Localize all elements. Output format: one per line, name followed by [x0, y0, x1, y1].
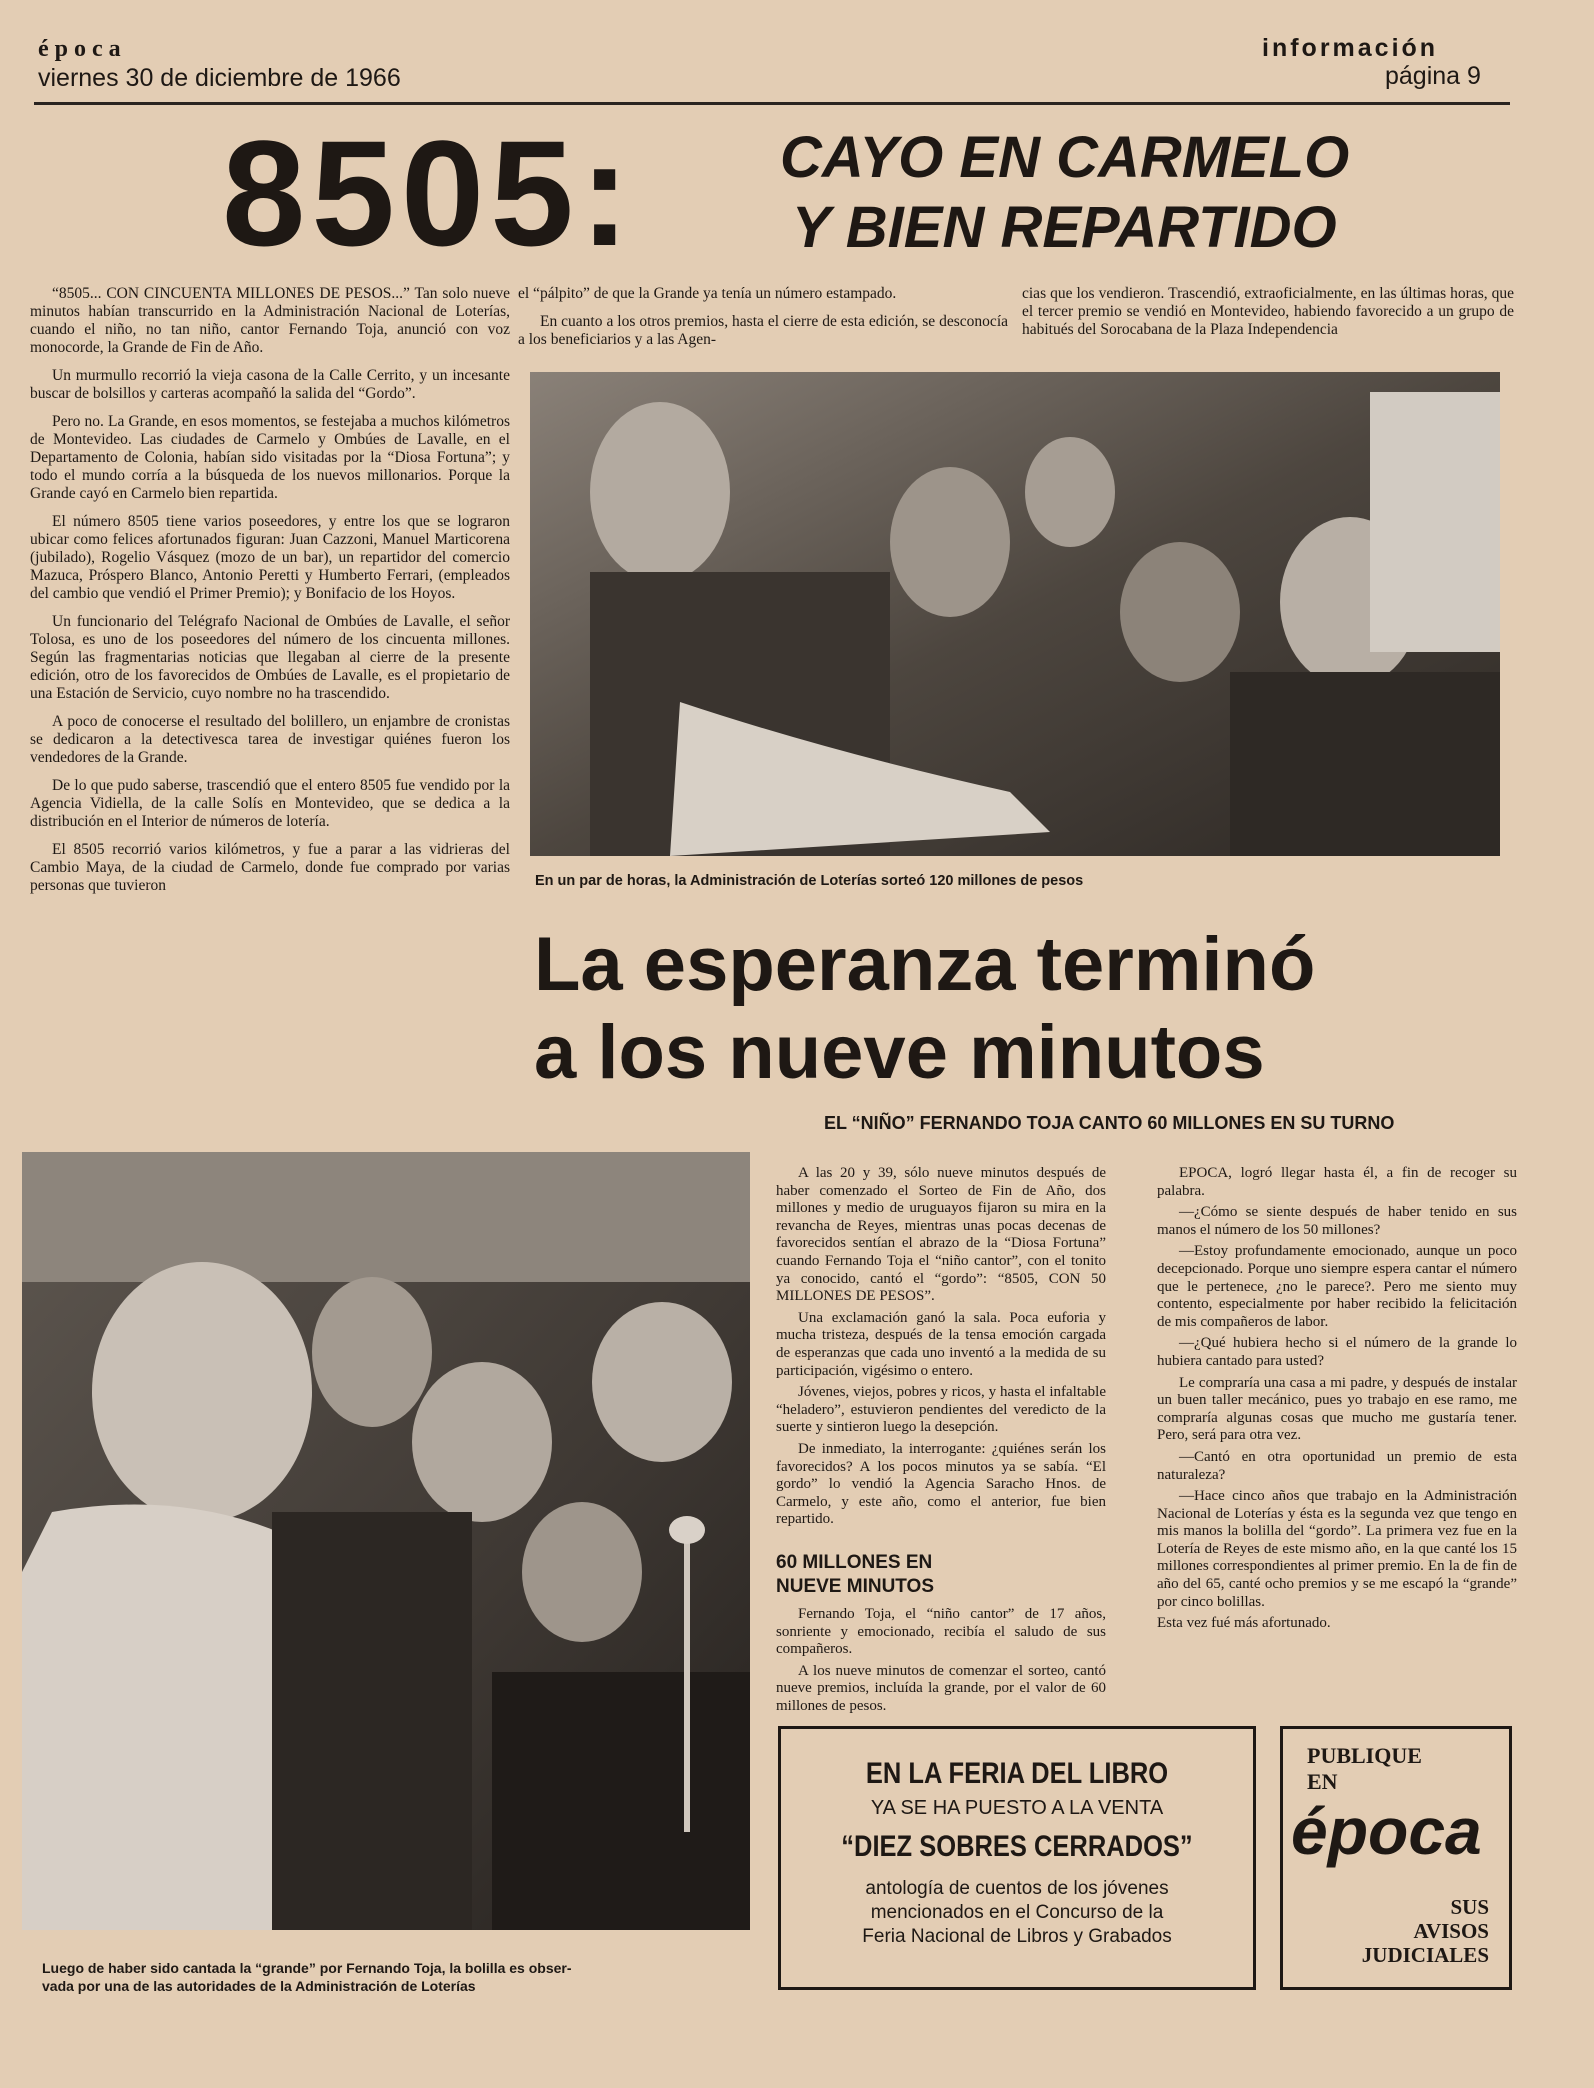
- photo1-caption: En un par de horas, la Administración de Loterías sorteó 120 millones de pesos: [535, 873, 1084, 889]
- article1-column1: [30, 285, 510, 905]
- headline-number: 8505:: [222, 109, 636, 277]
- headline2-line1: La esperanza terminó: [534, 922, 1316, 1007]
- paragraph: Fernando Toja, el “niño cantor” de 17 años, sonriente y emocionado, recibía el saludo de sus compañeros.: [776, 1606, 1106, 1658]
- paragraph: El 8505 recorrió varios kilómetros, y fue a parar a las vidrieras del Cambio Maya, de la ciudad de Carmelo, donde fue comprado por varias personas que tuvieron: [30, 841, 510, 894]
- ad-book-line4: mencionados en el Concurso de la: [870, 1902, 1164, 1923]
- headline2-line2: a los nueve minutos: [534, 1010, 1265, 1095]
- article2-subhead-line2: NUEVE MINUTOS: [776, 1576, 935, 1597]
- ad-book-line5: Feria Nacional de Libros y Grabados: [862, 1926, 1172, 1947]
- paragraph: Esta vez fué más afortunado.: [1157, 1615, 1331, 1632]
- article2-column1: [776, 1165, 1106, 1533]
- ad-book-title: “DIEZ SOBRES CERRADOS”: [841, 1830, 1193, 1863]
- paragraph: De lo que pudo saberse, trascendió que el entero 8505 fue vendido por la Agencia Vidiella, de la calle Solís en Montevideo, que se dedica a la distribución en el Interior de números de lotería.: [30, 777, 510, 830]
- paragraph: —Estoy profundamente emocionado, aunque un poco decepcionado. Porque uno siempre espera cantar el número que le pertenece, ¿no le parece?. Pero me siento muy contento, especialmente por haber recibido la felicitación de mis compañeros de labor.: [1157, 1243, 1517, 1330]
- paragraph: Una exclamación ganó la sala. Poca euforia y mucha tristeza, después de la tensa emoción cargada de esperanzas que cada uno inventó a la medida de su participación, vigésimo o entero.: [776, 1309, 1106, 1379]
- paragraph: A los nueve minutos de comenzar el sorteo, cantó nueve premios, incluída la grande, por el valor de 60 millones de pesos.: [776, 1662, 1106, 1714]
- headline-line2: Y BIEN REPARTIDO: [792, 195, 1337, 260]
- ad-epoca-line4: AVISOS: [1413, 1919, 1489, 1943]
- section-name: información: [1262, 34, 1439, 62]
- paragraph: el “pálpito” de que la Grande ya tenía un número estampado.: [518, 285, 897, 302]
- ad-book-line3: antología de cuentos de los jóvenes: [865, 1878, 1169, 1899]
- ad-book-line2: YA SE HA PUESTO A LA VENTA: [870, 1797, 1164, 1819]
- paragraph: —Cantó en otra oportunidad un premio de esta naturaleza?: [1157, 1448, 1517, 1483]
- headline-line1: CAYO EN CARMELO: [780, 125, 1350, 190]
- paragraph: A poco de conocerse el resultado del bolillero, un enjambre de cronistas se dedicaron a la detectivesca tarea de investigar quiénes fueron los vendedores de la Grande.: [30, 713, 510, 766]
- ad-epoca-line2: EN: [1307, 1769, 1338, 1794]
- ad-feria-del-libro: [778, 1726, 1256, 1990]
- article2-column1b: [776, 1606, 1106, 1720]
- paragraph: Pero no. La Grande, en esos momentos, se festejaba a muchos kilómetros de Montevideo. Las ciudades de Carmelo y Ombúes de Lavalle, en el Departamento de Colonia, habían sido visitadas por la “Diosa Fortuna”; y todo el mundo corría a la búsqueda de los nuevos millonarios. Porque la Grande cayó en Carmelo bien repartida.: [30, 413, 510, 502]
- paragraph: A las 20 y 39, sólo nueve minutos después de haber comenzado el Sorteo de Fin de Año, dos millones y medio de uruguayos fijaron su mira en la revancha de Reyes, mientras unas pocas decenas de favorecidos sentían el abrazo de la “Diosa Fortuna” cuando Fernando Toja el “niño cantor”, con el tonito ya conocido, cantó el “gordo”: “8505, CON 50 MILLONES DE PESOS”.: [776, 1165, 1106, 1305]
- paragraph: De inmediato, la interrogante: ¿quiénes serán los favorecidos? A los pocos minutos ya se sabía. “El gordo” lo vendió la Agencia Saracho Hnos. de Carmelo, y este año, como el anterior, fue bien repartido.: [776, 1440, 1106, 1528]
- paragraph: —¿Cómo se siente después de haber tenido en sus manos el número de los 50 millones?: [1157, 1204, 1517, 1238]
- header-rule: [34, 102, 1510, 105]
- article2-subhead-line1: 60 MILLONES EN: [776, 1552, 933, 1573]
- ad-publique-epoca: [1280, 1726, 1512, 1990]
- paragraph: Un funcionario del Telégrafo Nacional de Ombúes de Lavalle, el señor Tolosa, es uno de los poseedores del número de los cincuenta millones. Según las fragmentarias noticias que llegaban al cierre de la presente edición, otro de los favorecidos de Ombúes de Lavalle, es el propietario de una Estación de Servicio, cuyo nombre no ha trascendido.: [30, 613, 510, 702]
- paragraph: “8505... CON CINCUENTA MILLONES DE PESOS...” Tan solo nueve minutos habían transcurrido en la Administración Nacional de Loterías, cuando el niño, no tan niño, cantor Fernando Toja, anunció con voz monocorde, la Grande de Fin de Año.: [30, 285, 510, 356]
- article1-column2: [518, 285, 1008, 359]
- paragraph: Un murmullo recorrió la vieja casona de la Calle Cerrito, y un incesante buscar de bolsillos y carteras acompañó la salida del “Gordo”.: [30, 367, 510, 402]
- issue-date: viernes 30 de diciembre de 1966: [38, 64, 401, 92]
- paragraph: El número 8505 tiene varios poseedores, y entre los que se lograron ubicar como felices afortunados figuran: Juan Cazzoni, Manuel Marticorena (jubilado), Rogelio Vásquez (mozo de un bar), un repartidor del comercio Mazuca, Próspero Blanco, Antonio Peretti y Humberto Ferrari, (empleados del cambio que vendió el Primer Premio); y Bonifacio de los Hoyos.: [30, 513, 510, 602]
- paragraph: En cuanto a los otros premios, hasta el cierre de esta edición, se desconocía a los beneficiarios y a las Agen-: [518, 313, 1008, 348]
- ad-epoca-line3: SUS: [1450, 1895, 1489, 1919]
- paragraph: Le compraría una casa a mi padre, y después de instalar un buen taller mecánico, pues yo trabajo en ese ramo, me compraría algunas cosas que mucho me gustaría tener. Pero, será para otra vez.: [1157, 1374, 1517, 1444]
- paragraph: Jóvenes, viejos, pobres y ricos, y hasta el infaltable “heladero”, estuvieron pendientes del veredicto de la suerte y sintieron luego la desepción.: [776, 1384, 1106, 1436]
- ad-epoca-line1: PUBLIQUE: [1307, 1743, 1422, 1768]
- ad-book-line1: EN LA FERIA DEL LIBRO: [865, 1757, 1169, 1790]
- photo-bolilla-art: [22, 1152, 750, 1930]
- headline2-subhead: EL “NIÑO” FERNANDO TOJA CANTO 60 MILLONES EN SU TURNO: [824, 1113, 1395, 1133]
- paragraph: —¿Qué hubiera hecho si el número de la grande lo hubiera cantado para usted?: [1157, 1335, 1517, 1369]
- photo-lottery-hall-art: [530, 372, 1500, 856]
- paragraph: —Hace cinco años que trabajo en la Administración Nacional de Loterías y ésta es la segunda vez que tengo en mis manos la bolilla del “gordo”. La primera vez fue en la Lotería de Reyes de este mismo año, en la que canté los 15 millones correspondientes al primer premio. En la de fin de año del 65, canté ocho premios y se me escapó la “grande” por cinco bolillas.: [1157, 1488, 1517, 1610]
- page-number: página 9: [1385, 62, 1481, 90]
- ad-epoca-brand: época: [1291, 1794, 1482, 1868]
- paragraph: EPOCA, logró llegar hasta él, a fin de recoger su palabra.: [1157, 1165, 1517, 1199]
- photo2-caption-line1: Luego de haber sido cantada la “grande” por Fernando Toja, la bolilla es obser-: [42, 1960, 572, 1976]
- article1-column3: [1022, 285, 1514, 349]
- article2-column2: [1157, 1165, 1517, 1637]
- ad-epoca-line5: JUDICIALES: [1361, 1943, 1489, 1967]
- photo-bolilla: [22, 1152, 750, 1930]
- paper-name: época: [38, 36, 127, 62]
- paragraph: cias que los vendieron. Trascendió, extraoficialmente, en las últimas horas, que el tercer premio se vendió en Montevideo, habiendo favorecido a un grupo de habitués del Sorocabana de la Plaza Independencia: [1022, 285, 1514, 338]
- photo2-caption-line2: vada por una de las autoridades de la Administración de Loterías: [42, 1978, 476, 1994]
- photo-lottery-hall: [530, 372, 1500, 856]
